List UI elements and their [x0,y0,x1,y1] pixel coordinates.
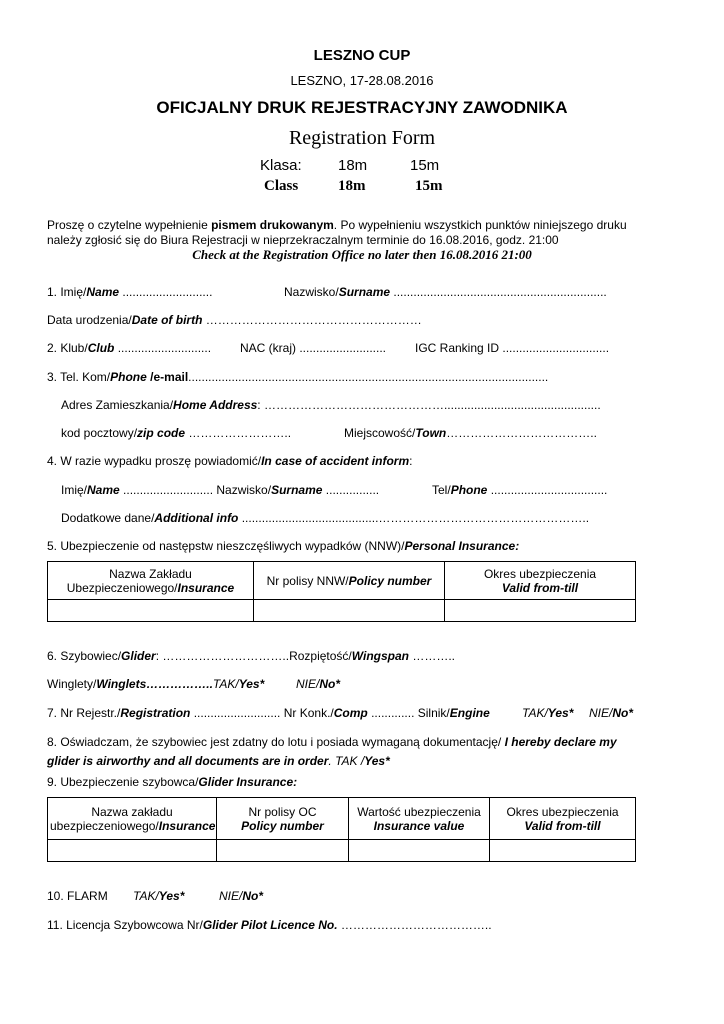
class-option-18m-pl: 18m [338,157,368,174]
glider-insurance-table [47,797,636,862]
field-zip-code[interactable]: kod pocztowy/zip code …………………….. [61,426,292,440]
intro-line-3: Check at the Registration Office no later then 16.08.2016 21:00 [192,247,532,262]
col-insurance-company: Nazwa zakładu ubezpieczeniowego/Insurance [48,798,217,840]
field-igc-ranking-id[interactable]: IGC Ranking ID ................................ [415,341,610,355]
table-header-row [48,562,636,600]
field-contact-name-surname[interactable]: Imię/Name ........................... Nazwisko/Surname ................ [61,483,380,497]
input-insurance-value[interactable] [349,840,490,862]
input-insurance-company[interactable] [48,840,217,862]
declaration-line-2[interactable]: glider is airworthy and all documents are in order. TAK /Yes* [47,754,390,768]
table-header-row [48,798,636,840]
field-flarm-label: 10. FLARM [47,889,108,903]
table-row [48,840,636,862]
class-option-18m-en: 18m [338,178,366,194]
flarm-no-option[interactable]: NIE/No* [219,889,264,903]
field-glider-pilot-licence[interactable]: 11. Licencja Szybowcowa Nr/Glider Pilot Licence No. ……………………………….. [47,918,492,932]
col-valid-from-till: Okres ubezpieczenia Valid from-till [490,798,636,840]
winglets-no-option[interactable]: NIE/No* [296,677,341,691]
field-phone-email[interactable]: 3. Tel. Kom/Phone /e-mail............................................................................................................ [47,370,549,384]
col-insurance-company: Nazwa Zakładu Ubezpieczeniowego/Insurance [48,562,254,600]
flarm-yes-option[interactable]: TAK/Yes* [133,889,185,903]
field-glider-wingspan[interactable]: 6. Szybowiec/Glider: …………………………..Rozpiętość/Wingspan ……….. [47,649,456,663]
field-home-address[interactable]: Adres Zamieszkania/Home Address: ………………………………………............................................... [61,398,601,412]
declaration-line-1: 8. Oświadczam, że szybowiec jest zdatny do lotu i posiada wymaganą dokumentację/ I hereby declare my [47,735,617,749]
event-place-date: LESZNO, 17-28.08.2016 [290,73,434,88]
field-additional-info[interactable]: Dodatkowe dane/Additional info .........................................…………………………………………….. [61,511,590,525]
table-row [48,600,636,622]
class-label-pl: Klasa: [260,157,302,174]
input-policy-number[interactable] [217,840,349,862]
engine-no-option[interactable]: NIE/No* [589,706,634,720]
input-policy-number[interactable] [254,600,445,622]
event-name: LESZNO CUP [313,47,411,64]
engine-yes-option[interactable]: TAK/Yes* [522,706,574,720]
section-personal-insurance: 5. Ubezpieczenie od następstw nieszczęśliwych wypadków (NNW)/Personal Insurance: [47,539,520,553]
field-club[interactable]: 2. Klub/Club ............................ [47,341,212,355]
input-valid-from-till[interactable] [445,600,636,622]
field-date-of-birth[interactable]: Data urodzenia/Date of birth ……………………………………………… [47,313,422,327]
col-insurance-value: Wartość ubezpieczenia Insurance value [349,798,490,840]
field-nac[interactable]: NAC (kraj) .......................... [240,341,387,355]
input-insurance-company[interactable] [48,600,254,622]
input-valid-from-till[interactable] [490,840,636,862]
field-contact-phone[interactable]: Tel/Phone ................................... [432,483,608,497]
field-winglets[interactable]: Winglety/Winglets……………..TAK/Yes* [47,677,265,691]
intro-line-2: należy zgłosić się do Biura Rejestracji w nieprzekraczalnym terminie do 16.08.2016, godz. 21:00 [47,233,559,247]
field-name[interactable]: 1. Imię/Name ........................... [47,285,213,299]
col-policy-number: Nr polisy NNW/Policy number [254,562,445,600]
section-glider-insurance: 9. Ubezpieczenie szybowca/Glider Insurance: [47,775,298,789]
class-option-15m-pl: 15m [410,157,440,174]
form-title-en: Registration Form [288,127,436,149]
class-option-15m-en: 15m [415,178,443,194]
col-valid-from-till: Okres ubezpieczenia Valid from-till [445,562,636,600]
class-label-en: Class [264,178,299,194]
section-accident-contact: 4. W razie wypadku proszę powiadomić/In case of accident inform: [47,454,413,468]
personal-insurance-table [47,561,636,622]
form-title-pl: OFICJALNY DRUK REJESTRACYJNY ZAWODNIKA [156,98,568,117]
col-policy-number: Nr polisy OC Policy number [217,798,349,840]
field-registration-comp-engine[interactable]: 7. Nr Rejestr./Registration .......................... Nr Konk./Comp ............. Silnik/Engine [47,706,490,720]
intro-line-1: Proszę o czytelne wypełnienie pismem drukowanym. Po wypełnieniu wszystkich punktów niniejszego druku [47,218,627,232]
field-surname[interactable]: Nazwisko/Surname ................................................................ [284,285,607,299]
field-town[interactable]: Miejscowość/Town……………………………….. [344,426,597,440]
